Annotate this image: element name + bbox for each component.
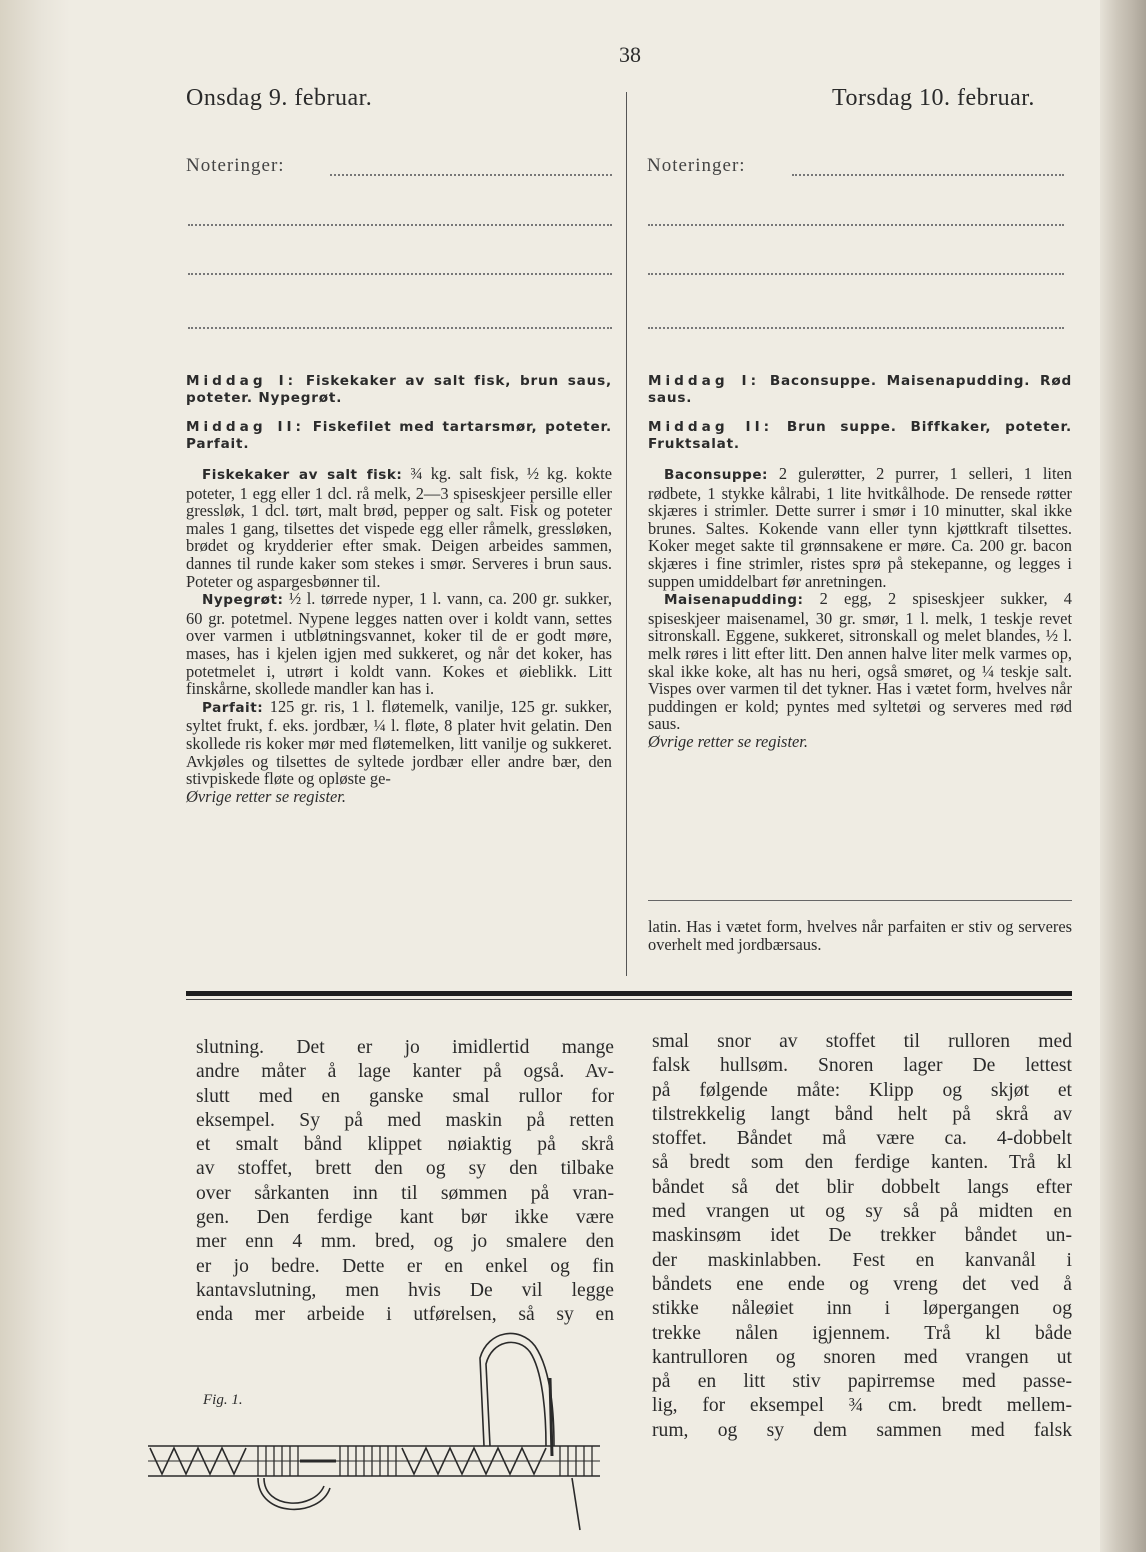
recipe-baconsuppe-title: Baconsuppe: <box>664 467 768 483</box>
right-recipes <box>648 373 1072 751</box>
recipe-fiskekaker-text: ¾ kg. salt fisk, ½ kg. kokte poteter, 1 egg eller 1 dcl. rå melk, 2—3 spiseskjeer persille eller gressløk, 1 dcl. tørt, malt brød, pepper og salt. Fisk og poteter males 1 gang, tilsettes det vispede egg eller råmelk, gressløken, brødet og krydderier efter smak. Deigen arbeides sammen, dannes til runde kaker som stekes i smør. Serveres i brun saus. Poteter og aspargesbønner til. <box>186 464 612 591</box>
day-heading-right: Torsdag 10. februar. <box>832 85 1035 111</box>
article-left-line: kantavslutning, men hvis De vil legge <box>196 1279 614 1301</box>
recipe-parfait <box>186 698 612 788</box>
recipe-fiskekaker <box>186 465 612 590</box>
article-left-column <box>196 1036 614 1328</box>
article-left-line: av stoffet, brett den og sy den tilbake <box>196 1158 614 1180</box>
menu-1-left-label: Middag I: <box>186 373 298 389</box>
page-edge <box>1100 0 1146 1552</box>
other-dishes-left: Øvrige retter se register. <box>186 786 346 806</box>
menu-1-right-text: Baconsuppe. Maisenapudding. Rød saus. <box>648 373 1072 406</box>
article-left-line: enda mer arbeide i utførelsen, så sy en <box>196 1304 614 1326</box>
recipe-parfait-text: 125 gr. ris, 1 l. fløtemelk, vanilje, 125 gr. sukker, syltet frukt, f. eks. jordbær, ¼ l. fløte, 8 plater hvit gelatin. Den skollede ris koker mør med fløtemelken, litt vanilje og sukkeret. Avkjøles og tilsettes de syltede jordbær eller andre bær, den stivpiskede fløte og opløste ge- <box>186 696 612 789</box>
notes-line-left-3[interactable] <box>188 273 612 275</box>
article-right-line: båndets ene ende og vreng det ved å <box>652 1273 1072 1295</box>
article-right-line: kantrulloren og snoren med vrangen ut <box>652 1346 1072 1368</box>
notes-label-right: Noteringer: <box>647 155 746 176</box>
article-right-line: med vrangen ut og sy så på midten en <box>652 1201 1072 1223</box>
menu-2-left <box>186 419 612 453</box>
recipe-fiskekaker-title: Fiskekaker av salt fisk: <box>202 467 403 483</box>
article-right-line: på en litt stiv papirremse med passe- <box>652 1371 1072 1393</box>
parfait-continuation: latin. Has i vætet form, hvelves når parfaiten er stiv og serveres overhelt med jordbærsaus. <box>648 917 1072 954</box>
menu-1-left-text: Fiskekaker av salt fisk, brun saus, poteter. Nypegrøt. <box>186 373 612 406</box>
article-left-line: gen. Den ferdige kant bør ikke være <box>196 1207 614 1229</box>
article-right-line: falsk hullsøm. Snoren lager De lettest <box>652 1055 1072 1077</box>
menu-2-right-label: Middag II: <box>648 419 774 435</box>
continuation-rule <box>648 900 1072 901</box>
menu-1-left <box>186 373 612 407</box>
recipe-maisenapudding-text: 2 egg, 2 spiseskjeer sukker, 4 spiseskjeer maisenamel, 30 gr. smør, 1 l. melk, 1 teskje revet sitronskall. Eggene, sukkeret, sitronskall og melet blandes, ½ l. melk røres i litt efter litt. Den annen halve liter melk varmes op, skal ikke koke, alt has nu heri, også smøret, og ¼ teskje salt. Vispes over varmen til det tykner. Has i vætet form, hvelves når puddingen er kold; pyntes med syltetøi og serveres med rød saus. <box>648 589 1072 734</box>
article-right-line: trekke nålen igjennem. Trå kl både <box>652 1322 1072 1344</box>
page-number: 38 <box>619 42 641 67</box>
page-binding-shadow <box>0 0 70 1552</box>
section-divider-thin <box>186 999 1072 1000</box>
notes-line-right-3[interactable] <box>648 273 1064 275</box>
article-right-line: der maskinlabben. Fest en kanvanål i <box>652 1249 1072 1271</box>
recipe-nypegrot-title: Nypegrøt: <box>202 592 284 609</box>
section-divider-thick <box>186 991 1072 996</box>
article-right-column <box>652 1030 1072 1443</box>
article-right-line: på følgende måte: Klipp og skjøt et <box>652 1079 1072 1101</box>
notes-line-right-1[interactable] <box>792 174 1064 176</box>
article-right-line: tilstrekkelig langt bånd helt på skrå av <box>652 1103 1072 1125</box>
notes-label-left: Noteringer: <box>186 155 285 176</box>
article-left-line: slutt med en ganske smal rullor for <box>196 1085 614 1107</box>
article-right-line: lig, for eksempel ¾ cm. bredt mellem- <box>652 1395 1072 1417</box>
article-left-line: mer enn 4 mm. bred, og jo smalere den <box>196 1231 614 1253</box>
menu-1-right <box>648 373 1072 407</box>
article-right-line: så bredt som den ferdige kanten. Trå kl <box>652 1152 1072 1174</box>
recipe-nypegrot-text: ½ l. tørrede nyper, 1 l. vann, ca. 200 gr. sukker, 60 gr. potetmel. Nypene legges natten over i koldt vann, settes over varmen i utbløtningsvannet, koker til de er godt møre, mases, has i kjelen igjen med sukkeret, og når det koker, has potetmelet i, utrørt i koldt vann. Kokes et øieblikk. Litt finskårne, skollede mandler kan has i. <box>186 589 612 699</box>
recipe-maisenapudding <box>648 590 1072 733</box>
menu-2-left-label: Middag II: <box>186 419 305 435</box>
day-heading-left: Onsdag 9. februar. <box>186 85 373 111</box>
notes-line-right-4[interactable] <box>648 327 1064 329</box>
article-left-line: over sårkanten inn til sømmen på vran- <box>196 1182 614 1204</box>
notes-line-left-4[interactable] <box>188 327 612 329</box>
notes-line-left-2[interactable] <box>188 224 612 226</box>
article-left-line: eksempel. Sy på med maskin på retten <box>196 1109 614 1131</box>
figure-label: Fig. 1. <box>203 1392 243 1408</box>
menu-2-right <box>648 419 1072 453</box>
article-left-line: er jo bedre. Dette er en enkel og fin <box>196 1255 614 1277</box>
article-left-line: slutning. Det er jo imidlertid mange <box>196 1037 614 1058</box>
recipe-baconsuppe-text: 2 gulerøtter, 2 purrer, 1 selleri, 1 liten rødbete, 1 stykke kålrabi, 1 lite hvitkålhode. De rensede røtter skjæres i strimler. Dette surrer i smør i 10 minutter, skal ikke brunes. Saltes. Kokende vann eller tynn kjøttkraft tilsettes. Koker meget sakte til grønnsakene er møre. Ca. 200 gr. bacon skjæres i fine strimler, ristes sprø på stekepanne, og legges i suppen umiddelbart før anretningen. <box>648 464 1072 591</box>
notes-line-right-2[interactable] <box>648 224 1064 226</box>
column-divider <box>626 92 627 976</box>
recipe-baconsuppe <box>648 465 1072 590</box>
recipe-parfait-title: Parfait: <box>202 699 264 716</box>
article-left-line: et smalt bånd klippet nøiaktig på skrå <box>196 1134 614 1156</box>
menu-2-right-text: Brun suppe. Biffkaker, poteter. Fruktsalat. <box>648 419 1072 452</box>
other-dishes-right: Øvrige retter se register. <box>648 731 808 751</box>
article-right-line: rum, og sy dem sammen med falsk <box>652 1419 1072 1441</box>
article-left-line: andre måter å lage kanter på også. Av- <box>196 1061 614 1083</box>
article-right-line: stikke nåleøiet inn i løpergangen og <box>652 1298 1072 1320</box>
menu-1-right-label: Middag I: <box>648 373 761 389</box>
recipe-maisenapudding-title: Maisenapudding: <box>664 592 804 609</box>
left-recipes <box>186 373 612 805</box>
sewing-figure-illustration <box>140 1318 610 1548</box>
article-right-line: maskinsøm idet De trekker båndet un- <box>652 1225 1072 1247</box>
recipe-nypegrot <box>186 590 612 698</box>
menu-2-left-text: Fiskefilet med tartarsmør, poteter. Parfait. <box>186 419 612 452</box>
article-right-line: smal snor av stoffet til rulloren med <box>652 1031 1072 1052</box>
article-right-line: stoffet. Båndet må være ca. 4-dobbelt <box>652 1128 1072 1150</box>
article-right-line: båndet så det blir dobbelt langs efter <box>652 1176 1072 1198</box>
notes-line-left-1[interactable] <box>330 174 612 176</box>
